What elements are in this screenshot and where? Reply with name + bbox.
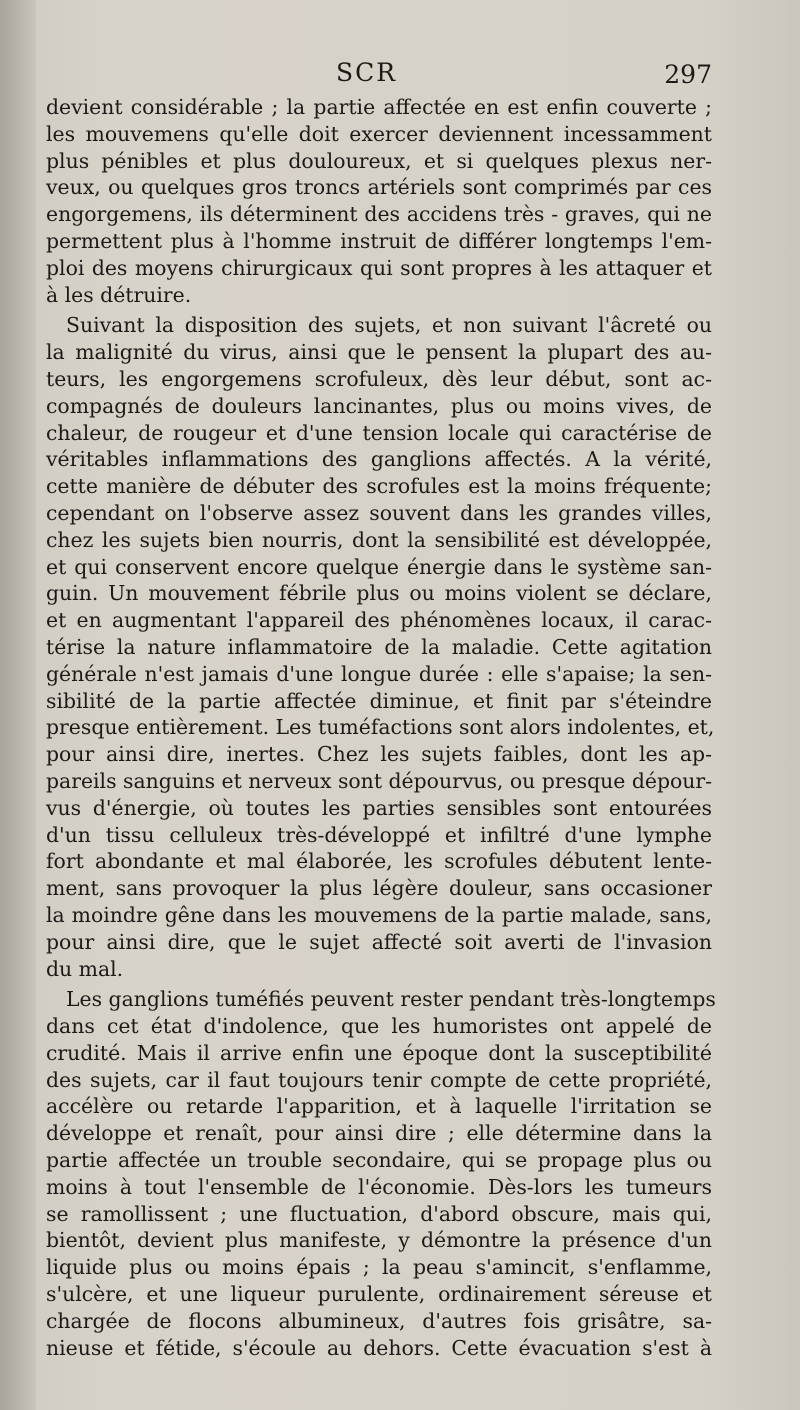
- text-line: à les détruire.: [46, 282, 192, 307]
- text-line: liquide plus ou moins épais ; la peau s'amincit, s'enflamme,: [46, 1255, 712, 1280]
- text-line: s'ulcère, et une liqueur purulente, ordinairement séreuse et: [46, 1282, 712, 1307]
- text-line: les mouvemens qu'elle doit exercer deviennent incessamment: [46, 121, 712, 146]
- text-line: développe et renaît, pour ainsi dire ; elle détermine dans la: [46, 1121, 712, 1146]
- text-line: la malignité du virus, ainsi que le pensent la plupart des au-: [46, 340, 712, 365]
- text-line: crudité. Mais il arrive enfin une époque dont la susceptibilité: [46, 1040, 712, 1065]
- text-line: ment, sans provoquer la plus légère douleur, sans occasioner: [46, 876, 712, 901]
- page-number: 297: [664, 60, 712, 89]
- text-line: accélère ou retarde l'apparition, et à laquelle l'irritation se: [46, 1094, 712, 1119]
- paragraph: [46, 312, 715, 982]
- text-line: moins à tout l'ensemble de l'économie. Dès-lors les tumeurs: [46, 1174, 712, 1199]
- text-line: Les ganglions tuméfiés peuvent rester pendant très-longtemps: [66, 987, 716, 1012]
- paragraph: [46, 986, 716, 1361]
- text-line: véritables inflammations des ganglions affectés. A la vérité,: [46, 447, 712, 472]
- text-line: engorgemens, ils déterminent des accidens très - graves, qui ne: [46, 202, 712, 227]
- text-line: chargée de flocons albumineux, d'autres fois grisâtre, sa-: [46, 1308, 712, 1333]
- text-line: presque entièrement. Les tuméfactions sont alors indolentes, et,: [46, 715, 715, 740]
- text-line: ploi des moyens chirurgicaux qui sont propres à les attaquer et: [46, 255, 712, 280]
- text-line: la moindre gêne dans les mouvemens de la partie malade, sans,: [46, 902, 712, 927]
- text-line: se ramollissent ; une fluctuation, d'abord obscure, mais qui,: [46, 1201, 712, 1226]
- text-line: et en augmentant l'appareil des phénomènes locaux, il carac-: [46, 608, 712, 633]
- text-line: guin. Un mouvement fébrile plus ou moins violent se déclare,: [46, 581, 712, 606]
- text-line: d'un tissu celluleux très-développé et infiltré d'une lymphe: [46, 822, 712, 847]
- text-line: bientôt, devient plus manifeste, y démontre la présence d'un: [46, 1228, 712, 1253]
- text-line: sibilité de la partie affectée diminue, et finit par s'éteindre: [46, 688, 712, 713]
- text-line: cette manière de débuter des scrofules est la moins fréquente;: [46, 474, 712, 499]
- text-line: teurs, les engorgemens scrofuleux, dès leur début, sont ac-: [46, 366, 712, 391]
- text-line: générale n'est jamais d'une longue durée : elle s'apaise; la sen-: [46, 661, 712, 686]
- text-line: pour ainsi dire, que le sujet affecté soit averti de l'invasion: [46, 929, 712, 954]
- running-head-title: SCR: [336, 58, 398, 87]
- text-line: dans cet état d'indolence, que les humoristes ont appelé de: [46, 1014, 712, 1039]
- body-text: [46, 94, 716, 1361]
- text-line: compagnés de douleurs lancinantes, plus ou moins vives, de: [46, 393, 712, 418]
- text-line: veux, ou quelques gros troncs artériels sont comprimés par ces: [46, 175, 712, 200]
- page-gutter-shadow: [0, 0, 36, 1410]
- running-header: [46, 58, 712, 94]
- text-line: partie affectée un trouble secondaire, qui se propage plus ou: [46, 1148, 712, 1173]
- text-line: chez les sujets bien nourris, dont la sensibilité est développée,: [46, 527, 712, 552]
- text-line: des sujets, car il faut toujours tenir compte de cette propriété,: [46, 1067, 712, 1092]
- text-line: pour ainsi dire, inertes. Chez les sujets faibles, dont les ap-: [46, 742, 712, 767]
- paragraph: [46, 94, 712, 308]
- text-line: devient considérable ; la partie affectée en est enfin couverte ;: [46, 95, 712, 119]
- text-line: vus d'énergie, où toutes les parties sensibles sont entourées: [46, 795, 712, 820]
- text-line: fort abondante et mal élaborée, les scrofules débutent lente-: [46, 849, 712, 874]
- text-line: chaleur, de rougeur et d'une tension locale qui caractérise de: [46, 420, 712, 445]
- text-line: térise la nature inflammatoire de la maladie. Cette agitation: [46, 634, 712, 659]
- text-line: nieuse et fétide, s'écoule au dehors. Cette évacuation s'est à: [46, 1335, 712, 1360]
- text-line: plus pénibles et plus douloureux, et si quelques plexus ner-: [46, 148, 712, 173]
- text-line: permettent plus à l'homme instruit de différer longtemps l'em-: [46, 228, 712, 253]
- text-line: Suivant la disposition des sujets, et non suivant l'âcreté ou: [66, 313, 712, 338]
- text-line: cependant on l'observe assez souvent dans les grandes villes,: [46, 500, 712, 525]
- text-line: et qui conservent encore quelque énergie dans le système san-: [46, 554, 712, 579]
- text-line: pareils sanguins et nerveux sont dépourvus, ou presque dépour-: [46, 768, 713, 793]
- text-line: du mal.: [46, 956, 124, 981]
